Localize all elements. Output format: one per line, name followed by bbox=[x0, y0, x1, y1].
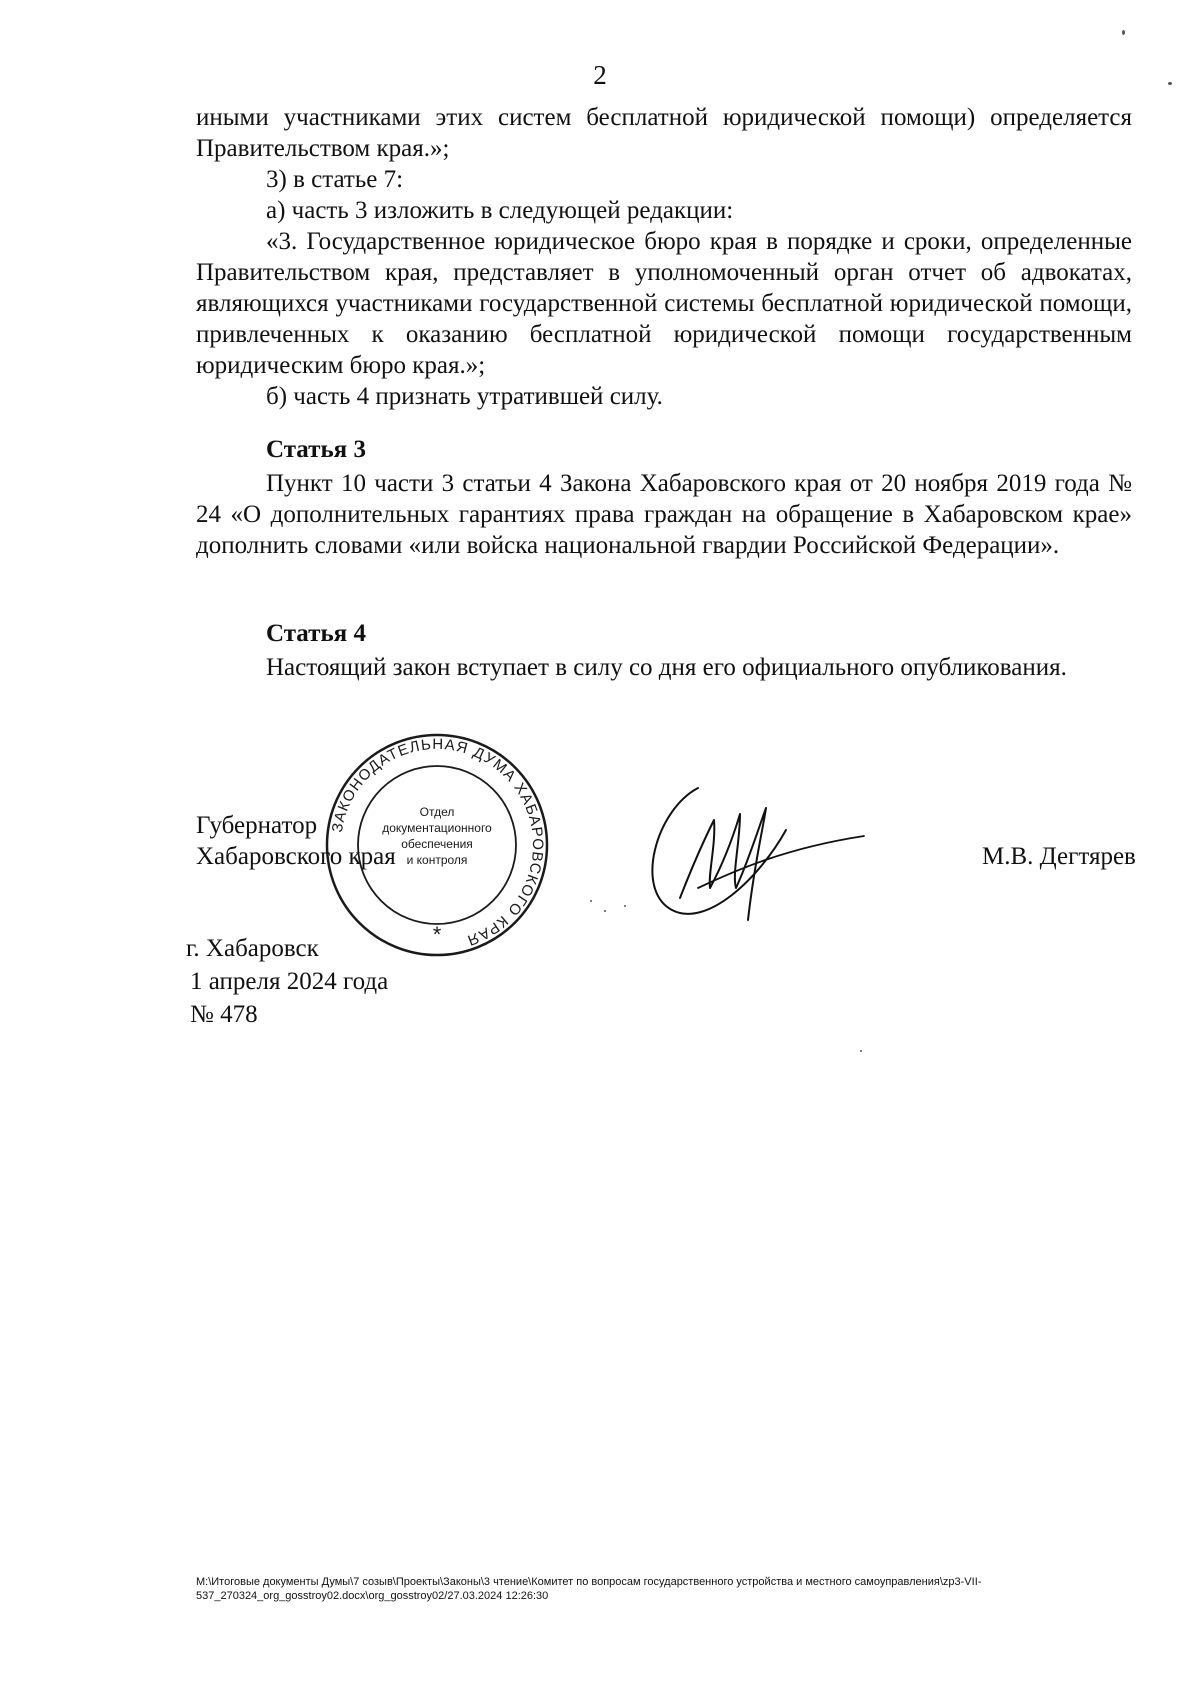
scan-speck bbox=[590, 900, 592, 902]
scan-speck bbox=[860, 1050, 862, 1052]
paragraph-new-wording: «3. Государственное юридическое бюро края в порядке и сроки, определенные Правительством края, представляет в уполномоченный орган отчет об адвокатах, являющихся участниками государственной системы бесплатной юридической помощи, привлеченных к оказанию бесплатной юридической помощи государственным юридическим бюро края.»; bbox=[196, 228, 1132, 379]
scan-speck bbox=[624, 905, 626, 907]
article-4-text: Настоящий закон вступает в силу со дня его официального опубликования. bbox=[266, 654, 1067, 681]
stamp-inner-line-4: и контроля bbox=[406, 853, 468, 867]
article-3-text: Пункт 10 части 3 статьи 4 Закона Хабаровского края от 20 ноября 2019 года № 24 «О дополнительных гарантиях права граждан на обращение в Хабаровском крае» дополнить словами «или войска национальной гвардии Российской Федерации». bbox=[196, 470, 1132, 559]
official-seal-stamp bbox=[322, 730, 552, 960]
signatory-position-line1: Губернатор bbox=[196, 812, 318, 839]
article-3-heading: Статья 3 bbox=[266, 436, 366, 463]
paragraph-continuation: иными участниками этих систем бесплатной юридической помощи) определяется Правительством края.»; bbox=[196, 104, 1132, 162]
stamp-outer-text: ЗАКОНОДАТЕЛЬНАЯ ДУМА ХАБАРОВСКОГО КРАЯ bbox=[328, 735, 547, 950]
amendment-text-block bbox=[196, 102, 1132, 412]
law-date: 1 апреля 2024 года bbox=[190, 968, 389, 995]
scan-speck bbox=[1168, 82, 1172, 85]
law-number: № 478 bbox=[190, 1001, 258, 1028]
article-3-block bbox=[196, 468, 1132, 561]
stamp-star: * bbox=[432, 922, 442, 947]
signatory-name: М.В. Дегтярев bbox=[982, 843, 1136, 870]
signatory-position-line2: Хабаровского края bbox=[196, 843, 396, 870]
stamp-inner-line-3: обеспечения bbox=[401, 837, 473, 851]
scan-speck bbox=[604, 910, 606, 912]
signature-loop-stroke bbox=[652, 788, 786, 914]
article-4-heading: Статья 4 bbox=[266, 620, 366, 647]
stamp-inner-line-2: документационного bbox=[382, 821, 492, 835]
page-number: 2 bbox=[593, 60, 607, 90]
article-4-block bbox=[196, 652, 1132, 683]
footer-file-path: M:\Итоговые документы Думы\7 созыв\Проекты\Законы\3 чтение\Комитет по вопросам государственного устройства и местного самоуправления\zp3-VII-537_270324_org_gosstroy02.docx\org_gosstroy02/27.03.2024 12:26:30 bbox=[196, 1576, 982, 1602]
scan-speck bbox=[1122, 30, 1125, 35]
paragraph-item-3a: а) часть 3 изложить в следующей редакции: bbox=[266, 197, 734, 224]
handwritten-signature bbox=[636, 770, 866, 935]
paragraph-item-3b: б) часть 4 признать утратившей силу. bbox=[266, 383, 663, 410]
stamp-inner-line-1: Отдел bbox=[419, 805, 455, 819]
city: г. Хабаровск bbox=[186, 935, 319, 962]
paragraph-item-3: 3) в статье 7: bbox=[266, 166, 404, 193]
